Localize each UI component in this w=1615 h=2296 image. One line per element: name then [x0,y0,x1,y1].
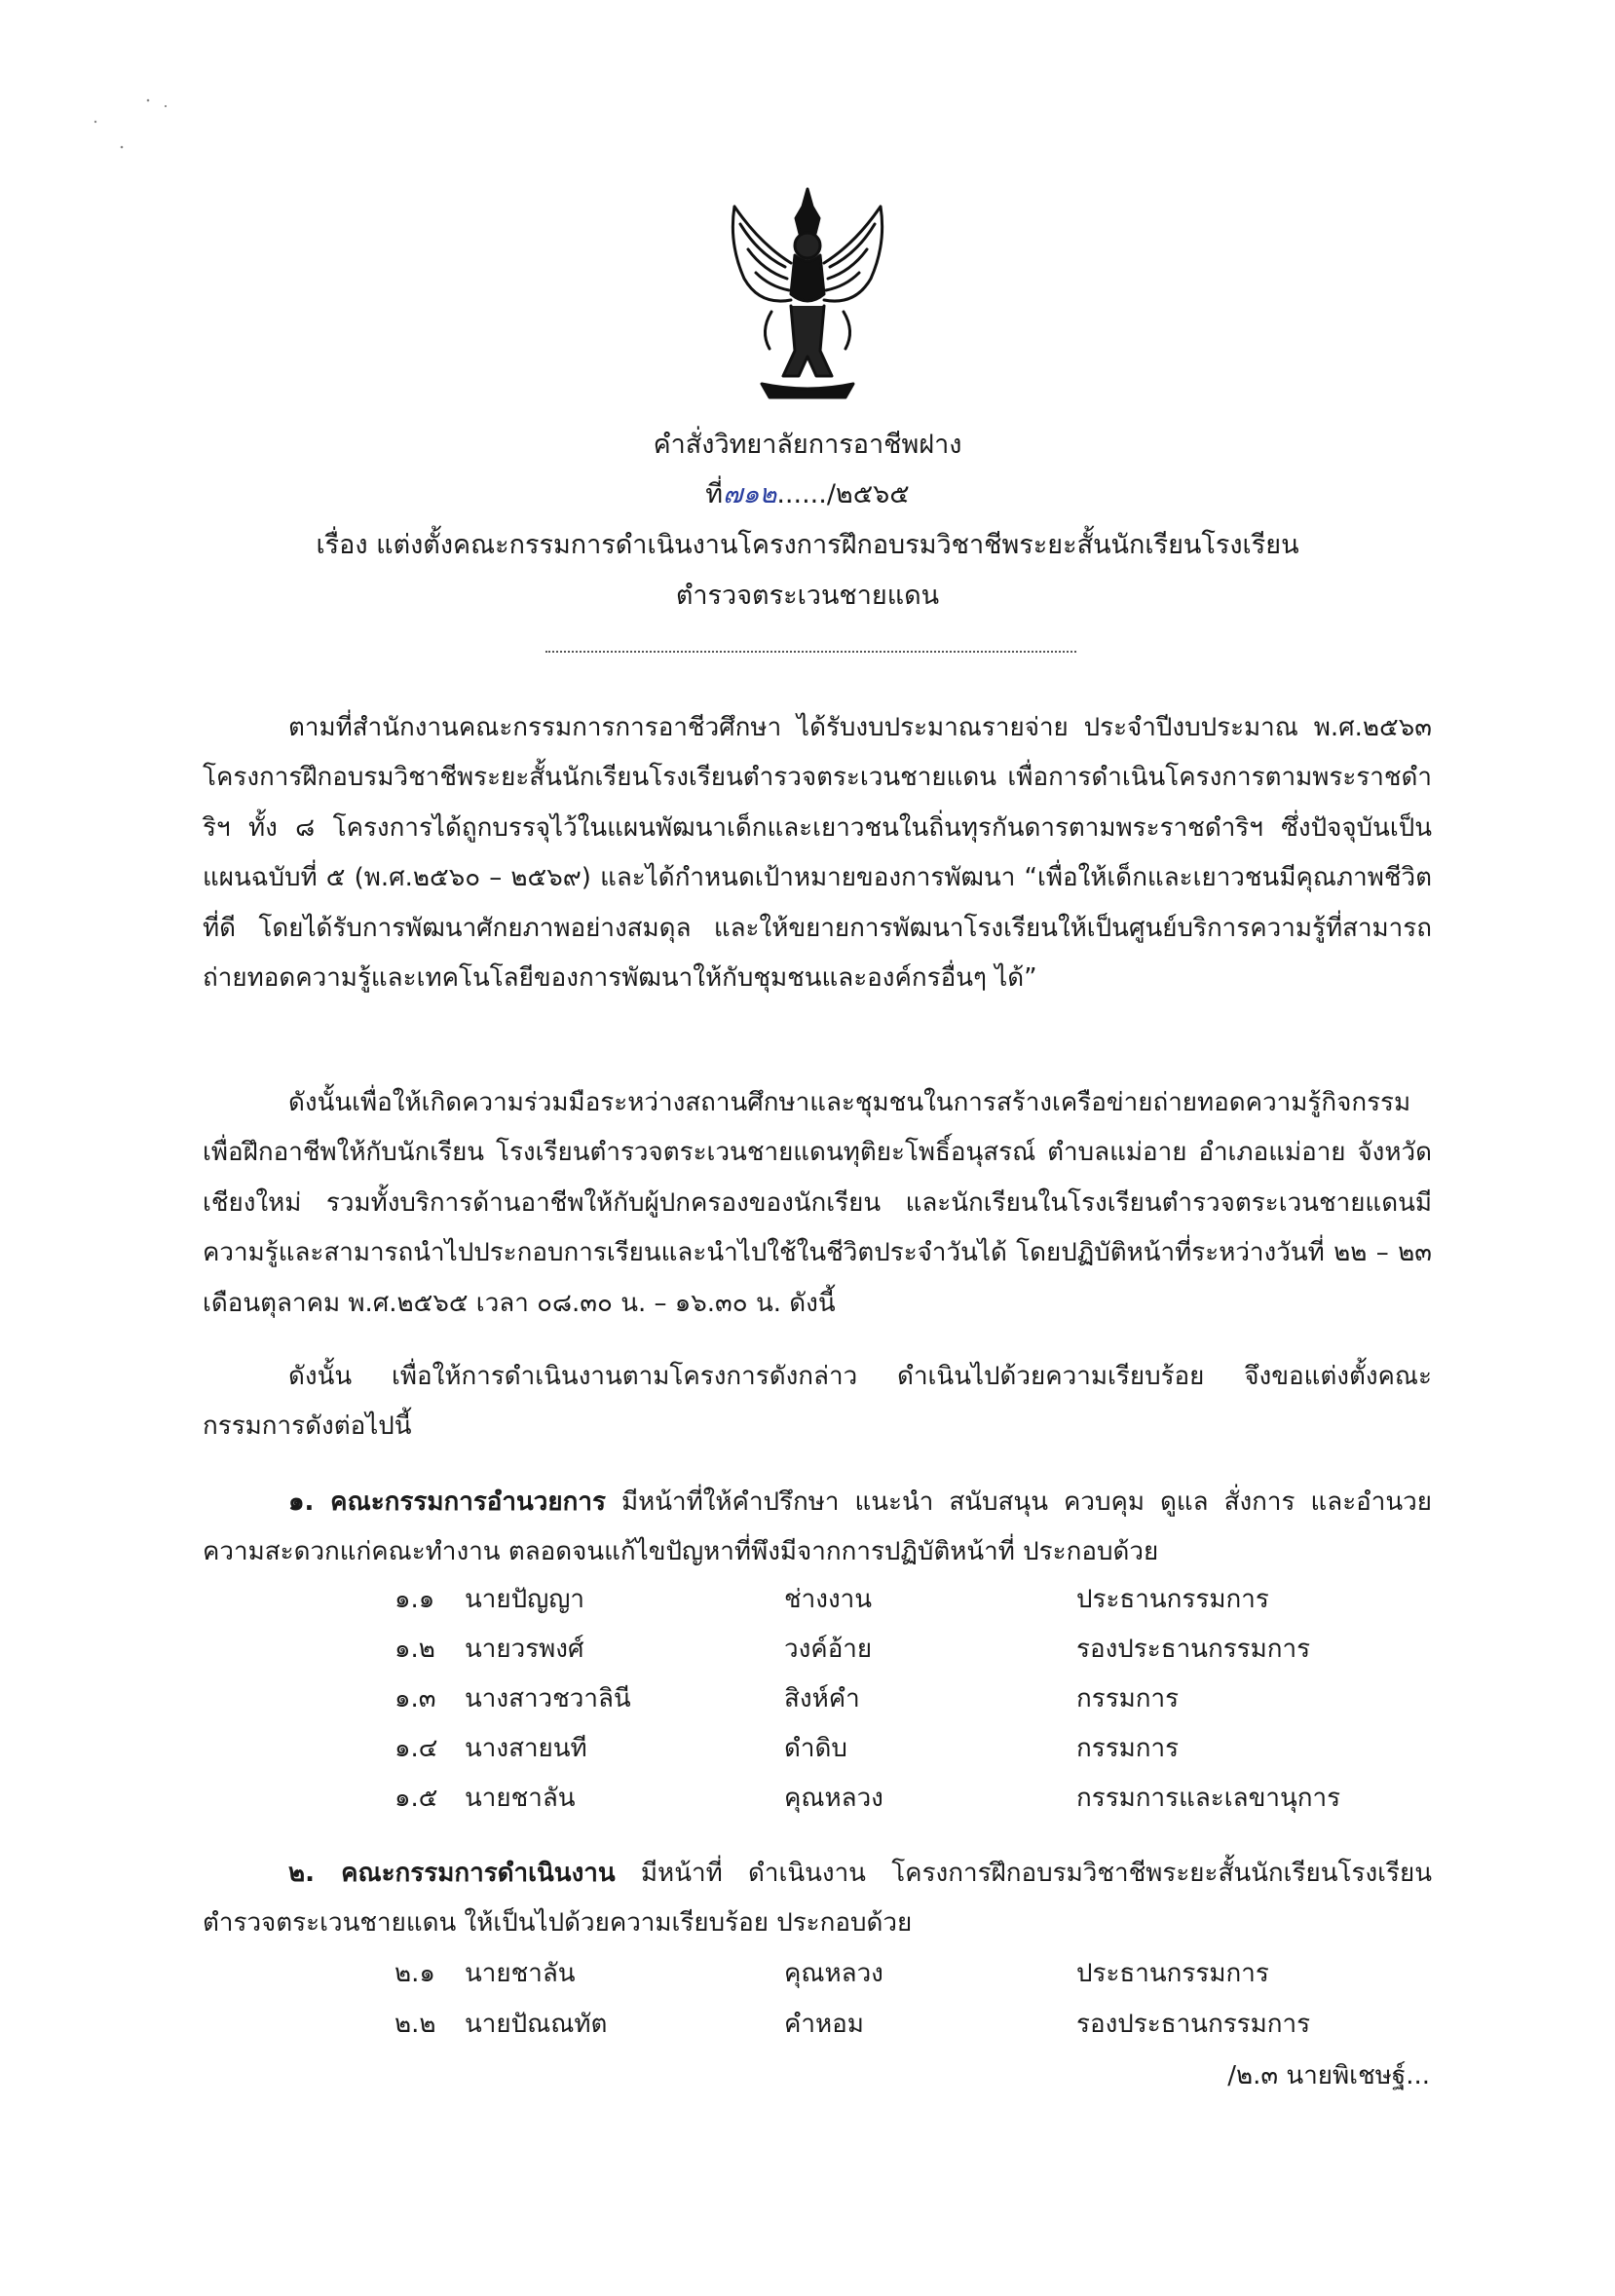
subject-line-1: เรื่อง แต่งตั้งคณะกรรมการดำเนินงานโครงการฝึกอบรมวิชาชีพระยะสั้นนักเรียนโรงเรียน [316,530,1299,560]
member-role: ประธานกรรมการ [1076,1959,1269,1988]
member-surname: สิงห์คำ [784,1684,860,1713]
scan-specks [88,93,195,161]
paragraph-3: ดังนั้น เพื่อให้การดำเนินงานตามโครงการดังกล่าว ดำเนินไปด้วยความเรียบร้อย จึงขอแต่งตั้งคณะกรรมการดังต่อไปนี้ [203,1362,1432,1442]
member-role: กรรมการและเลขานุการ [1076,1784,1341,1813]
member-surname: คำหอม [784,2010,864,2039]
member-name: ๑.๑ นายปัญญา [394,1585,585,1614]
divider [545,651,1076,653]
issuer-line: คำสั่งวิทยาลัยการอาชีพฝาง [653,430,962,460]
member-name: ๑.๒ นายวรพงศ์ [394,1635,584,1664]
committee-1-title: ๑. คณะกรรมการอำนวยการ [288,1487,606,1517]
paragraph-2: ดังนั้นเพื่อให้เกิดความร่วมมือระหว่างสถานศึกษาและชุมชนในการสร้างเครือข่ายถ่ายทอดความรู้กิจกรรมเพื่อฝึกอาชีพให้กับนักเรียน โรงเรียนตำรวจตระเวนชายแดนทุติยะโพธิ์อนุสรณ์ ตำบลแม่อาย อำเภอแม่อาย จังหวัดเชียงใหม่ รวมทั้งบริการด้านอาชีพให้กับผู้ปกครองของนักเรียน และนักเรียนในโรงเรียนตำรวจตระเวนชายแดนมีความรู้และสามารถนำไปประกอบการเรียนและนำไปใช้ในชีวิตประจำวันได้ โดยปฏิบัติหน้าที่ระหว่างวันที่ ๒๒ – ๒๓ เดือนตุลาคม พ.ศ.๒๕๖๕ เวลา ๐๘.๓๐ น. – ๑๖.๓๐ น. ดังนี้ [203,1088,1432,1318]
member-name: ๑.๕ นายชาลัน [394,1784,576,1813]
member-name: ๑.๓ นางสาวชวาลินี [394,1684,631,1713]
member-role: กรรมการ [1076,1734,1180,1763]
number-prefix: ที่ [705,479,724,509]
number-suffix: /๒๕๖๕ [826,479,910,509]
number-dots: ...... [776,479,827,509]
order-number [0,475,1615,514]
member-name: ๑.๔ นางสายนที [394,1734,587,1763]
paragraph-1: ตามที่สำนักงานคณะกรรมการการอาชีวศึกษา ได้รับงบประมาณรายจ่าย ประจำปีงบประมาณ พ.ศ.๒๕๖๓ โครงการฝึกอบรมวิชาชีพระยะสั้นนักเรียนโรงเรียนตำรวจตระเวนชายแดน เพื่อการดำเนินโครงการตามพระราชดำริฯ ทั้ง ๘ โครงการได้ถูกบรรจุไว้ในแผนพัฒนาเด็กและเยาวชนในถิ่นทุรกันดารตามพระราชดำริฯ ซึ่งปัจจุบันเป็นแผนฉบับที่ ๕ (พ.ศ.๒๕๖๐ – ๒๕๖๙) และได้กำหนดเป้าหมายของการพัฒนา “เพื่อให้เด็กและเยาวชนมีคุณภาพชีวิตที่ดี โดยได้รับการพัฒนาศักยภาพอย่างสมดุล และให้ขยายการพัฒนาโรงเรียนให้เป็นศูนย์บริการความรู้ที่สามารถถ่ายทอดความรู้และเทคโนโลยีของการพัฒนาให้กับชุมชนและองค์กรอื่นๆ ได้” [203,713,1432,994]
garuda-emblem-icon [701,185,914,401]
member-role: กรรมการ [1076,1684,1180,1713]
member-surname: วงค์อ้าย [784,1635,873,1664]
subject-line-2: ตำรวจตระเวนชายแดน [675,581,940,611]
handwritten-number: ๗๑๒ [723,479,777,509]
member-surname: ช่างงาน [784,1585,873,1614]
member-role: รองประธานกรรมการ [1076,2010,1311,2039]
committee-1-desc: มีหน้าที่ให้คำปรึกษา แนะนำ สนับสนุน ควบคุม ดูแล สั่งการ และอำนวยความสะดวกแก่คณะทำงาน ตลอดจนแก้ไขปัญหาที่พึงมีจากการปฏิบัติหน้าที่ ประกอบด้วย [203,1487,1432,1567]
committee-1-heading [203,1478,1432,1578]
member-name: ๒.๒ นายปัณณทัต [394,2010,608,2039]
committee-2-desc: มีหน้าที่ ดำเนินงาน โครงการฝึกอบรมวิชาชีพระยะสั้นนักเรียนโรงเรียนตำรวจตระเวนชายแดน ให้เป็นไปด้วยความเรียบร้อย ประกอบด้วย [203,1859,1432,1938]
member-role: รองประธานกรรมการ [1076,1635,1311,1664]
committee-2-title: ๒. คณะกรรมการดำเนินงาน [288,1859,616,1888]
member-role: ประธานกรรมการ [1076,1585,1269,1614]
member-surname: ดำดิบ [784,1734,847,1763]
member-surname: คุณหลวง [784,1959,883,1988]
member-name: ๒.๑ นายชาลัน [394,1959,576,1988]
continuation-note: /๒.๓ นายพิเชษฐ์... [1227,2061,1430,2090]
committee-2-heading [203,1849,1432,1949]
member-surname: คุณหลวง [784,1784,883,1813]
